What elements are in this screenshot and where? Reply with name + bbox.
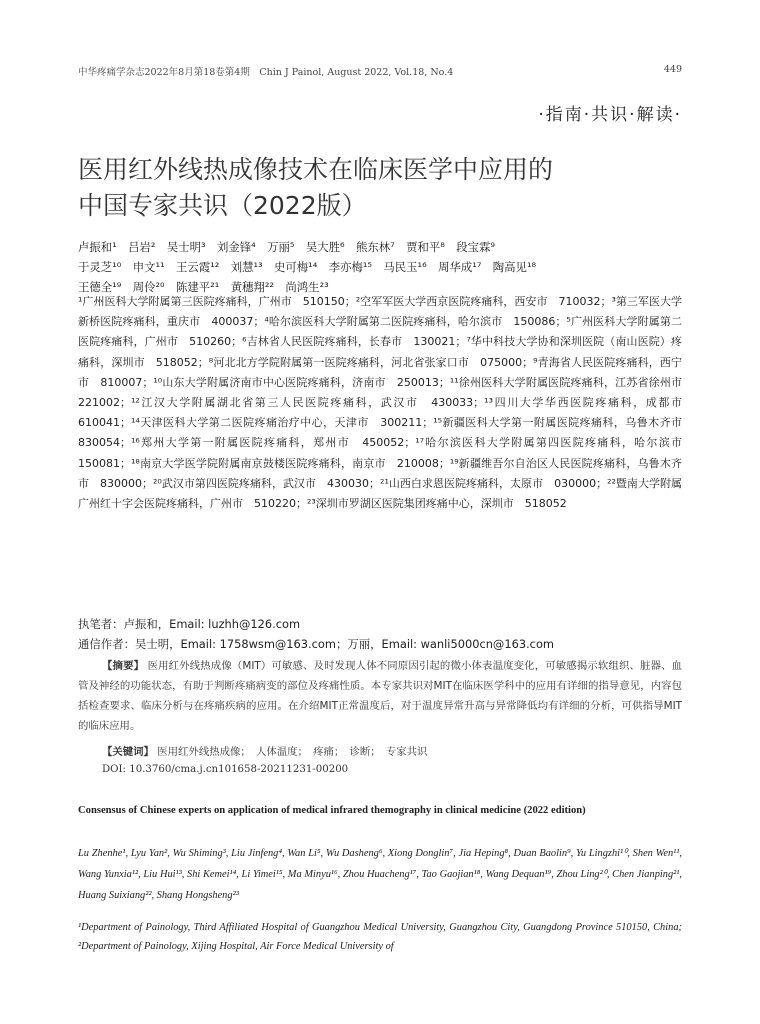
author-line: 于灵芝¹⁰ 申文¹¹ 王云霞¹² 刘慧¹³ 史可梅¹⁴ 李亦梅¹⁵ 马民玉¹⁶ 周华成¹⁷ 陶高见¹⁸ — [78, 260, 537, 274]
abstract-text: 医用红外线热成像（MIT）可敏感、及时发现人体不同原因引起的微小体表温度变化，可敏感揭示软组织、脏器、血管及神经的功能状态，有助于判断疼痛病变的部位及疼痛性质。本专家共识对MIT在临床医学科中的应用有详细的指导意见，内容包括检查要求、临床分析与在疼痛疾病的应用。在介绍MIT正常温度后，对于温度异常升高与异常降低均有详细的分析，可供指导MIT的临床应用。 — [78, 660, 683, 732]
contact-info — [78, 614, 682, 654]
affiliations: ¹广州医科大学附属第三医院疼痛科，广州市 510150；²空军军医大学西京医院疼痛科，西安市 710032；³第三军医大学新桥医院疼痛科，重庆市 400037；⁴哈尔滨医科大学附属第二医院疼痛科，哈尔滨市 150086；⁵广州医科大学附属第二医院疼痛科，广州市 510260；⁶吉林省人民医院疼痛科，长春市 130021；⁷华中科技大学协和深圳医院（南山医院）疼痛科，深圳市 518052；⁸河北北方学院附属第一医院疼痛科，河北省张家口市 075000；⁹青海省人民医院疼痛科，西宁市 810007；¹⁰山东大学附属济南市中心医院疼痛科，济南市 250013；¹¹徐州医科大学附属医院疼痛科，江苏省徐州市 221002；¹²江汉大学附属湖北省第三人民医院疼痛科，武汉市 430033；¹³四川大学华西医院疼痛科，成都市 610041；¹⁴天津医科大学第二医院疼痛治疗中心，天津市 300211；¹⁵新疆医科大学第一附属医院疼痛科，乌鲁木齐市 830054；¹⁶郑州大学第一附属医院疼痛科，郑州市 450052；¹⁷哈尔滨医科大学附属第四医院疼痛科，哈尔滨市 150081；¹⁸南京大学医学院附属南京鼓楼医院疼痛科，南京市 210008；¹⁹新疆维吾尔自治区人民医院疼痛科，乌鲁木齐市 830000；²⁰武汉市第四医院疼痛科，武汉市 430030；²¹山西白求恩医院疼痛科，太原市 030000；²²暨南大学附属广州红十字会医院疼痛科，广州市 510220；²³深圳市罗湖区医院集团疼痛中心，深圳市 518052 — [78, 295, 693, 511]
author-line: 卢振和¹ 吕岩² 吴士明³ 刘金锋⁴ 万丽⁵ 吴大胜⁶ 熊东林⁷ 贾和平⁸ 段宝霖⁹ — [78, 240, 495, 254]
keywords-label: 【关键词】 — [102, 746, 154, 758]
keywords-text: 医用红外线热成像； 人体温度； 疼痛； 诊断； 专家共识 — [157, 746, 428, 758]
title-line-2: 中国专家共识（2022版） — [78, 191, 367, 220]
corresponding-author-line: 通信作者：吴士明，Email: 1758wsm@163.com；万丽，Email: wanli5000cn@163.com — [78, 637, 555, 651]
abstract-label: 【摘要】 — [102, 660, 145, 672]
author-list — [78, 237, 682, 297]
article-title — [78, 152, 678, 224]
column-tag: ·指南·共识·解读· — [538, 105, 682, 125]
english-affiliations: ¹Department of Painology, Third Affiliated Hospital of Guangzhou Medical University, Guangzhou City, Guangdong Province 510150, China; ²Department of Painology, Xijing Hospital, Air Force Medical University of — [78, 922, 682, 952]
journal-citation: 中华疼痛学杂志2022年8月第18卷第4期 Chin J Painol, August 2022, Vol.18, No.4 — [78, 67, 454, 78]
author-line: 王德全¹⁹ 周伶²⁰ 陈建平²¹ 黄穗翔²² 尚鸿生²³ — [78, 280, 329, 294]
english-title: Consensus of Chinese experts on application of medical infrared themography in clinical medicine (2022 edition) — [78, 805, 586, 816]
keywords — [102, 742, 682, 762]
writer-line: 执笔者：卢振和，Email: luzhh@126.com — [78, 617, 301, 631]
english-authors: Lu Zhenhe¹, Lyu Yan², Wu Shiming³, Liu Jinfeng⁴, Wan Li⁵, Wu Dasheng⁶, Xiong Donglin⁷, Jia Heping⁸, Duan Baolin⁹, Yu Lingzhi¹⁰, Shen Wen¹¹, Wang Yunxia¹², Liu Hui¹³, Shi Kemei¹⁴, Li Yimei¹⁵, Ma Minyu¹⁶, Zhou Huacheng¹⁷, Tao Gaojian¹⁸, Wang Dequan¹⁹, Zhou Ling²⁰, Chen Jianping²¹, Huang Suixiang²², Shang Hongsheng²³ — [78, 848, 682, 901]
doi: DOI: 10.3760/cma.j.cn101658-20211231-00200 — [102, 764, 349, 775]
page-number: 449 — [663, 64, 682, 75]
running-head — [78, 64, 682, 78]
abstract — [78, 656, 682, 736]
title-line-1: 医用红外线热成像技术在临床医学中应用的 — [78, 155, 554, 184]
